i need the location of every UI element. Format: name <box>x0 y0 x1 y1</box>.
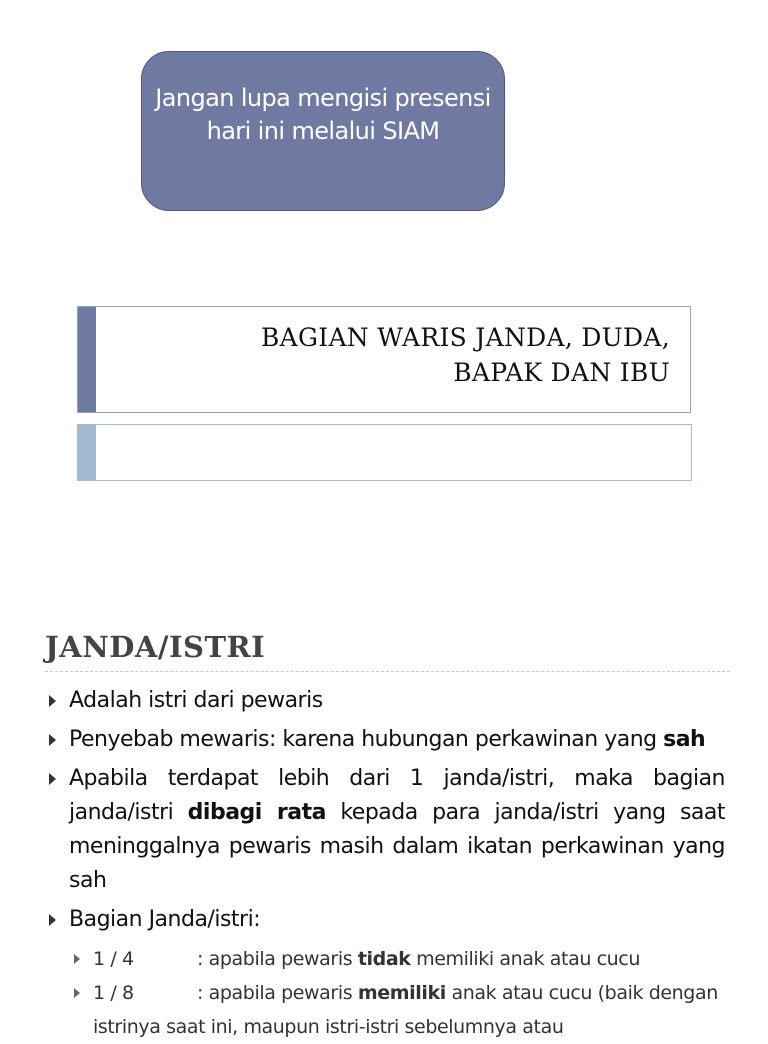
sub-bullet-text: : apabila pewaris <box>197 982 358 1004</box>
sub-bullet-bold: memiliki <box>357 982 446 1004</box>
heading-divider <box>45 671 730 672</box>
bullet-text: kepada para janda/istri yang saat meninggalnya pewaris masih dalam ikatan perkawinan yang sah <box>69 800 725 893</box>
bullet-item <box>45 684 725 718</box>
title-accent-bar <box>78 307 96 412</box>
bullet-item <box>45 723 725 757</box>
subtitle-accent-bar <box>78 425 96 480</box>
bullet-triangle-icon <box>49 734 56 746</box>
sub-bullet-item <box>45 942 725 976</box>
bullet-bold: dibagi rata <box>187 800 326 825</box>
reminder-text: Jangan lupa mengisi presensi hari ini melalui SIAM <box>155 84 491 145</box>
title-box <box>77 306 691 413</box>
bullet-item <box>45 903 725 937</box>
reminder-box <box>141 51 505 211</box>
sub-bullet-text: anak atau cucu (baik dengan istrinya saat ini, maupun istri-istri sebelumnya atau <box>93 982 718 1038</box>
bullet-triangle-icon <box>49 773 56 785</box>
subtitle-box <box>77 424 692 481</box>
sub-bullet-item <box>45 976 725 1044</box>
fraction: 1 / 4 <box>93 948 134 970</box>
sub-bullet-text: : apabila pewaris <box>197 948 358 970</box>
bullet-bold: sah <box>663 727 706 752</box>
slide-janda-istri <box>0 620 768 1038</box>
bullet-list <box>45 684 725 1044</box>
fraction: 1 / 8 <box>93 982 134 1004</box>
bullet-text: Penyebab mewaris: karena hubungan perkawinan yang <box>69 727 664 752</box>
bullet-triangle-icon <box>49 914 56 926</box>
slide-heading: JANDA/ISTRI <box>45 630 266 664</box>
bullet-text: Bagian Janda/istri: <box>69 907 261 932</box>
sub-bullet-text: memiliki anak atau cucu <box>410 948 640 970</box>
sub-bullet-triangle-icon <box>74 954 80 964</box>
sub-bullet-triangle-icon <box>74 988 80 998</box>
sub-bullet-bold: tidak <box>357 948 411 970</box>
bullet-item <box>45 762 725 898</box>
bullet-text: Apabila terdapat lebih dari 1 janda/istri, maka bagian janda/istri <box>69 766 725 825</box>
bullet-text: Adalah istri dari pewaris <box>69 688 323 713</box>
bullet-triangle-icon <box>49 695 56 707</box>
title-line-1: BAGIAN WARIS JANDA, DUDA, <box>260 323 670 352</box>
slide-title-text <box>261 320 670 390</box>
title-line-2: BAPAK DAN IBU <box>453 358 670 387</box>
